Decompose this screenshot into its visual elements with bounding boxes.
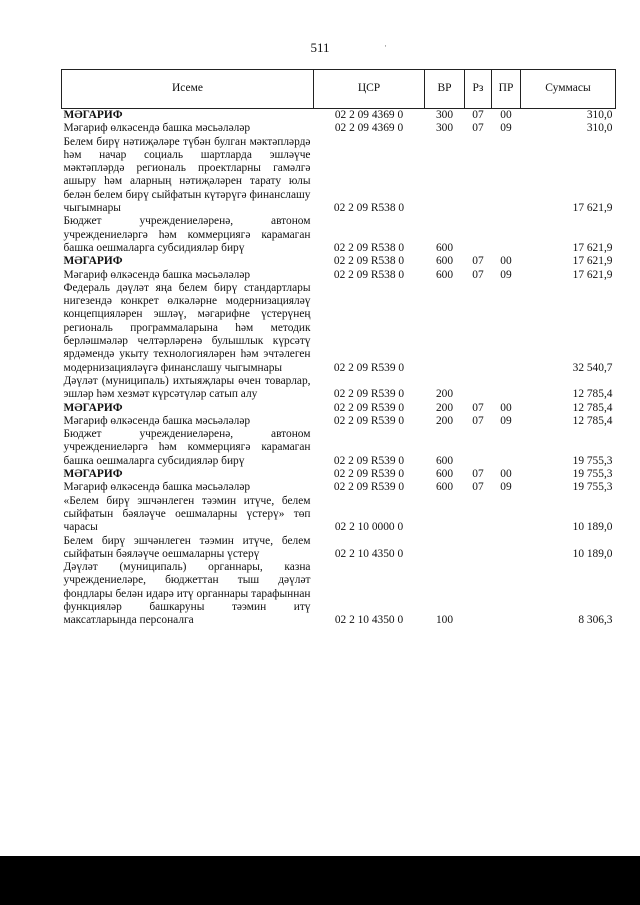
cell-csr: 02 2 09 R538 0 xyxy=(333,268,405,281)
cell-vr: 600 xyxy=(435,268,454,281)
table-row xyxy=(62,495,616,535)
cell-vr: 300 xyxy=(435,122,454,135)
cell-csr: 02 2 09 R539 0 xyxy=(333,388,405,401)
cell-vr xyxy=(425,282,465,375)
cell-csr: 02 2 09 R539 0 xyxy=(333,401,405,414)
table-row xyxy=(62,561,616,627)
cell-csr: 02 2 10 0000 0 xyxy=(334,521,404,534)
cell-sum: 10 189,0 xyxy=(572,547,613,560)
cell-pr xyxy=(492,215,521,255)
table-row xyxy=(62,481,616,494)
cell-name: Дәүләт (муниципаль) ихтыяҗлары өчен товарлар, эшләр һәм хезмәт күрсәтүләр сатып алу xyxy=(63,374,311,401)
scan-bottom-border xyxy=(0,856,640,905)
cell-sum: 310,0 xyxy=(586,122,613,135)
cell-csr: 02 2 10 4350 0 xyxy=(334,547,404,560)
cell-csr: 02 2 09 4369 0 xyxy=(314,109,425,123)
cell-csr: 02 2 09 4369 0 xyxy=(334,122,404,135)
cell-rz xyxy=(465,282,492,375)
cell-sum: 8 306,3 xyxy=(578,614,613,627)
cell-pr xyxy=(492,561,521,627)
header-pr: ПР xyxy=(492,70,521,109)
cell-vr: 600 xyxy=(435,255,454,268)
cell-name: Белем бирү эшчәнлеген тәэмин итүче, белем сыйфатын бәяләүче оешмаларны үстерү xyxy=(63,534,311,560)
cell-rz: 07 xyxy=(472,255,484,268)
cell-name: Бюджет учреждениеләренә, автоном учреждениеләргә һәм коммерциягә карамаган башка оешмаларга субсидияләр бирү xyxy=(63,428,311,467)
cell-rz: 07 xyxy=(472,468,484,481)
header-rz: Рз xyxy=(465,70,492,109)
cell-csr: 02 2 09 R539 0 xyxy=(333,454,405,467)
cell-vr: 600 xyxy=(435,454,454,467)
table-row xyxy=(62,375,616,402)
cell-pr: 09 xyxy=(500,268,512,281)
cell-pr xyxy=(492,282,521,375)
table-row xyxy=(62,122,616,135)
header-csr: ЦСР xyxy=(314,70,425,109)
cell-name: Мәгариф өлкәсендә башка мәсьәләләр xyxy=(63,414,251,427)
cell-rz xyxy=(465,495,492,535)
cell-vr xyxy=(425,535,465,562)
cell-sum: 12 785,4 xyxy=(572,414,613,427)
cell-pr: 09 xyxy=(500,414,512,427)
table-row xyxy=(62,269,616,282)
cell-csr: 02 2 10 4350 0 xyxy=(334,614,404,627)
cell-name: Белем бирү нәтиҗәләре түбән булган мәктәпләрдә һәм начар социаль шартларда эшләүче мәктәпләрдә региональ проектларны гамәлгә ашыру һәм аларның нәтиҗәләрен тарату юлы белән белем бирү сыйфатын күтәрүгә финанслашу чыгымнары xyxy=(63,135,311,215)
cell-csr: 02 2 09 R539 0 xyxy=(333,481,405,494)
cell-csr: 02 2 09 R538 0 xyxy=(333,241,405,254)
cell-csr: 02 2 09 R538 0 xyxy=(333,255,405,268)
cell-name: МӘГАРИФ xyxy=(63,468,123,481)
table-row xyxy=(62,415,616,428)
table-row xyxy=(62,402,616,415)
table-row xyxy=(62,428,616,468)
budget-table xyxy=(61,69,616,628)
cell-pr xyxy=(492,136,521,216)
cell-sum: 12 785,4 xyxy=(572,401,613,414)
cell-sum: 17 621,9 xyxy=(572,255,613,268)
header-sum: Суммасы xyxy=(521,70,616,109)
cell-rz xyxy=(465,535,492,562)
cell-sum: 10 189,0 xyxy=(572,521,613,534)
stray-mark: · xyxy=(384,41,387,51)
table-row xyxy=(62,535,616,562)
cell-sum: 19 755,3 xyxy=(572,481,613,494)
cell-vr: 600 xyxy=(435,241,454,254)
cell-rz: 07 xyxy=(472,414,484,427)
cell-vr: 600 xyxy=(435,468,454,481)
cell-pr: 00 xyxy=(500,468,512,481)
table-row xyxy=(62,468,616,481)
cell-name: «Белем бирү эшчәнлеген тәэмин итүче, белем сыйфатын бәяләүче оешмаларны үстерү» төп чарасы xyxy=(63,494,311,534)
cell-vr: 100 xyxy=(435,614,454,627)
cell-rz: 07 xyxy=(472,481,484,494)
cell-sum: 17 621,9 xyxy=(572,241,613,254)
header-vr: ВР xyxy=(425,70,465,109)
cell-name: Мәгариф өлкәсендә башка мәсьәләләр xyxy=(63,268,251,281)
cell-name: Дәүләт (муниципаль) органнары, казна учреждениеләре, бюджеттан тыш дәүләт фондлары белән идарә итү органнары тарафыннан функцияләр башкаруны тәэмин итү максатларында персоналга xyxy=(63,561,311,627)
cell-name: МӘГАРИФ xyxy=(62,109,314,123)
table-row xyxy=(62,255,616,268)
cell-pr: 00 xyxy=(500,401,512,414)
cell-sum: 32 540,7 xyxy=(572,361,613,374)
cell-name: Мәгариф өлкәсендә башка мәсьәләләр xyxy=(63,122,251,135)
table-header-row xyxy=(62,70,616,109)
cell-rz xyxy=(465,136,492,216)
table-row xyxy=(62,136,616,216)
cell-rz xyxy=(465,215,492,255)
cell-pr: 09 xyxy=(500,122,512,135)
cell-vr: 200 xyxy=(435,414,454,427)
cell-rz: 07 xyxy=(472,268,484,281)
table-row xyxy=(62,215,616,255)
cell-sum: 19 755,3 xyxy=(572,468,613,481)
cell-pr xyxy=(492,428,521,468)
cell-name: МӘГАРИФ xyxy=(63,401,123,414)
cell-rz: 07 xyxy=(472,401,484,414)
cell-rz xyxy=(465,561,492,627)
cell-rz xyxy=(465,428,492,468)
cell-name: Мәгариф өлкәсендә башка мәсьәләләр xyxy=(63,481,251,494)
cell-csr: 02 2 09 R539 0 xyxy=(333,361,405,374)
cell-sum: 12 785,4 xyxy=(572,388,613,401)
cell-csr: 02 2 09 R538 0 xyxy=(333,202,405,215)
cell-sum: 17 621,9 xyxy=(572,268,613,281)
cell-sum: 310,0 xyxy=(521,109,616,123)
cell-csr: 02 2 09 R539 0 xyxy=(333,414,405,427)
cell-name: Федераль дәүләт яңа белем бирү стандартлары нигезендә конкрет өлкәләрне модернизацияләү концепцияләрен эшләү, мәгарифне үстерүнең региональ программаларына һәм методик берләшмәләр челтәрләренә булышлык күрсәтү ярдәмендә укыту технологияләрен һәм эчтәлеген модернизацияләүгә финанслашу чыгымнары xyxy=(63,281,311,374)
cell-vr xyxy=(425,136,465,216)
table-body xyxy=(62,109,616,628)
cell-pr xyxy=(492,535,521,562)
cell-vr: 600 xyxy=(435,481,454,494)
table-row xyxy=(62,282,616,375)
cell-pr: 09 xyxy=(500,481,512,494)
cell-rz xyxy=(465,375,492,402)
cell-rz: 07 xyxy=(472,122,484,135)
cell-rz: 07 xyxy=(465,109,492,123)
cell-sum: 19 755,3 xyxy=(572,454,613,467)
cell-vr: 300 xyxy=(425,109,465,123)
cell-pr xyxy=(492,375,521,402)
cell-pr: 00 xyxy=(500,255,512,268)
page-number: 511 xyxy=(310,40,330,55)
cell-vr xyxy=(425,495,465,535)
cell-csr: 02 2 09 R539 0 xyxy=(333,468,405,481)
cell-sum: 17 621,9 xyxy=(572,202,613,215)
cell-name: МӘГАРИФ xyxy=(63,255,123,268)
cell-name: Бюджет учреждениеләренә, автоном учреждениеләргә һәм коммерциягә карамаган башка оешмаларга субсидияләр бирү xyxy=(63,215,311,254)
cell-vr: 200 xyxy=(435,401,454,414)
header-name: Исеме xyxy=(62,70,314,109)
cell-pr xyxy=(492,495,521,535)
cell-vr: 200 xyxy=(435,388,454,401)
cell-pr: 00 xyxy=(492,109,521,123)
table-row xyxy=(62,109,616,123)
